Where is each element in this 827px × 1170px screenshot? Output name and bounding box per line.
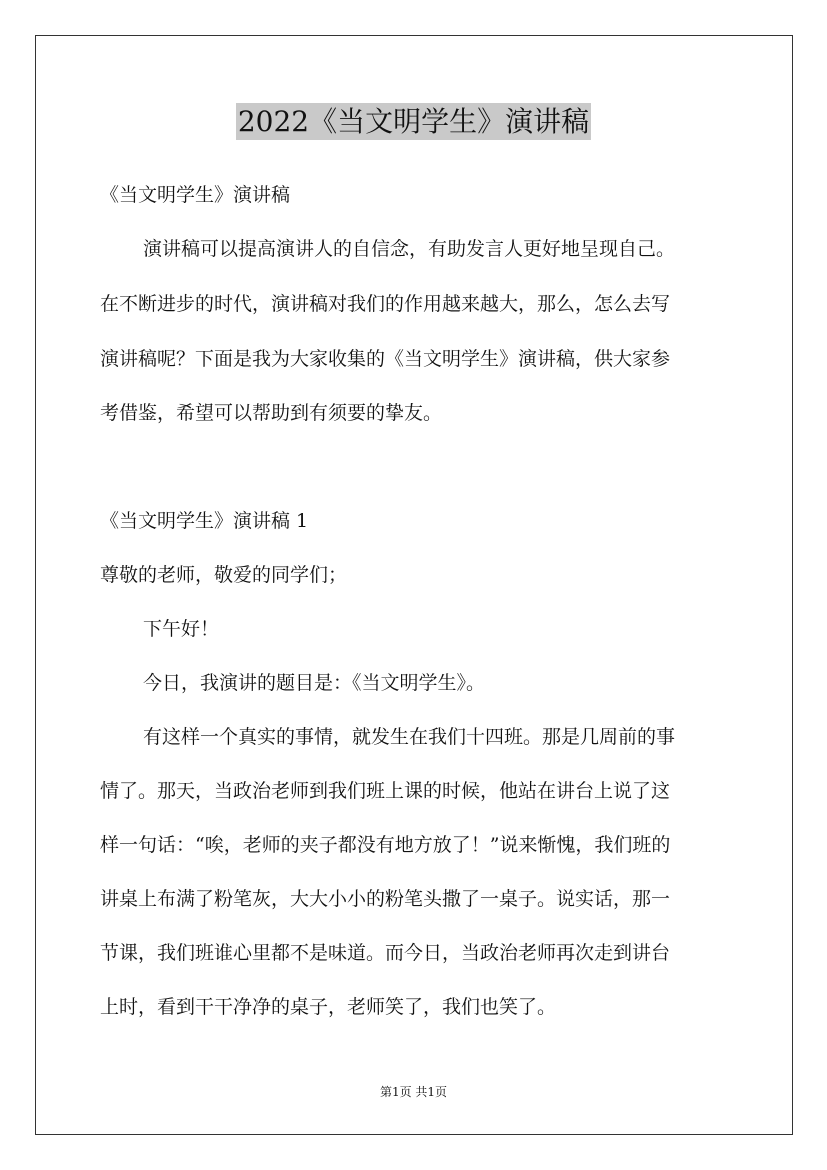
intro-line-4: 考借鉴，希望可以帮助到有须要的挚友。 [100,402,443,424]
intro-line-3: 演讲稿呢？下面是我为大家收集的《当文明学生》演讲稿，供大家参 [100,348,671,370]
topic-line: 今日，我演讲的题目是：《当文明学生》。 [143,672,486,694]
subtitle: 《当文明学生》演讲稿 [100,184,291,206]
document-title [0,100,827,144]
title-text: 2022《当文明学生》演讲稿 [237,105,590,138]
body-line-4: 讲桌上布满了粉笔灰，大大小小的粉笔头撒了一桌子。说实话，那一 [100,888,671,910]
page-number: 第1页 共1页 [379,1085,448,1099]
body-line-1: 有这样一个真实的事情，就发生在我们十四班。那是几周前的事 [143,726,676,748]
salutation: 尊敬的老师，敬爱的同学们； [100,564,348,586]
page-footer [0,1084,827,1100]
body-line-3: 样一句话：“唉，老师的夹子都没有地方放了！”说来惭愧，我们班的 [100,834,671,856]
intro-line-1: 演讲稿可以提高演讲人的自信念，有助发言人更好地呈现自己。 [143,238,676,260]
greeting: 下午好！ [143,618,220,640]
intro-line-2: 在不断进步的时代，演讲稿对我们的作用越来越大，那么，怎么去写 [100,293,671,315]
body-line-5: 节课，我们班谁心里都不是味道。而今日，当政治老师再次走到讲台 [100,942,671,964]
section-heading: 《当文明学生》演讲稿 1 [100,510,309,532]
body-line-6: 上时，看到干干净净的桌子，老师笑了，我们也笑了。 [100,996,557,1018]
body-line-2: 情了。那天，当政治老师到我们班上课的时候，他站在讲台上说了这 [100,780,671,802]
